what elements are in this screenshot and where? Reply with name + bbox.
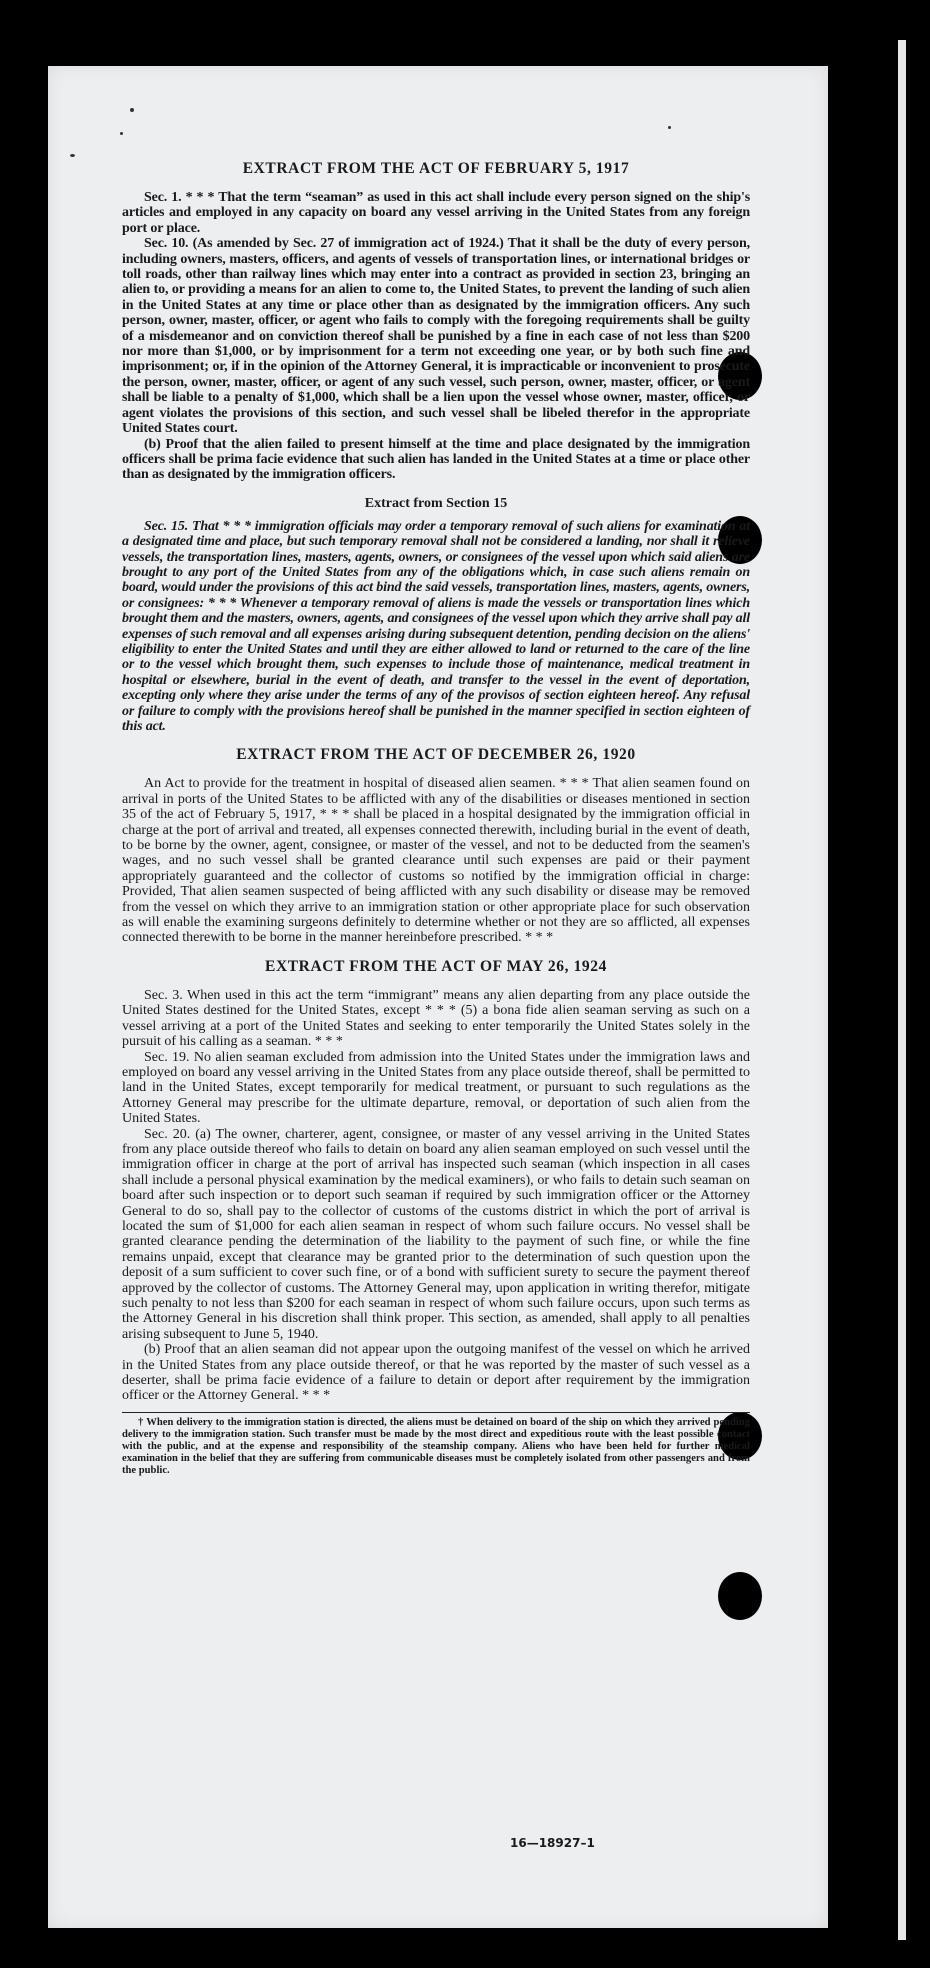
section-act-1924 [122,958,750,1404]
section-extract-sec-15 [122,495,750,735]
document-code: 16—18927–1 [510,1836,595,1850]
dust-speck [668,126,671,129]
section-act-1917 [122,160,750,483]
section-subheading: Extract from Section 15 [364,495,508,511]
paragraph-sec-10: Sec. 10. (As amended by Sec. 27 of immigration act of 1924.) That it shall be the duty of every person, including owners, masters, officers, and agents of vessels of transportation lines, or international bridges or toll roads, other than railway lines which may enter into a contract as provided in section 23, bringing an alien to, or providing a means for an alien to come to, the United States, to prevent the landing of such alien in the United States at any time or place other than as designated by the immigration officers. Any such person, owner, master, officer, or agent who fails to comply with the foregoing requirements shall be guilty of a misdemeanor and on conviction thereof shall be punished by a fine in each case of not less than $200 nor more than $1,000, or by imprisonment for a term not exceeding one year, or by both such fine and imprisonment; or, if in the opinion of the Attorney General, it is impracticable or inconvenient to prosecute the person, owner, master, officer, or agent of any such vessel, such person, owner, master, officer, or agent shall be liable to a penalty of $1,000, which shall be a lien upon the vessel whose owner, master, officer, or agent violates the provisions of this section, and such vessel shall be libeled therefor in the appropriate United States court. [122,236,750,437]
paragraph-sec-10-b: (b) Proof that the alien failed to present himself at the time and place designated by the immigration officers shall be prima facie evidence that such alien has landed in the United States at a time or place other than as designated by the immigration officers. [122,436,750,483]
footnote: † When delivery to the immigration station is directed, the aliens must be detained on board of the ship on which they arrived pending delivery to the immigration station. Such transfer must be made by the most direct and expeditious route with the least possible contact with the public, and at the expense and responsibility of the steamship company. Aliens who have been held for further medical examination in the belief that they are suffering from communicable diseases must be completely isolated from other passengers and from the public. [122,1416,750,1476]
paragraph-sec-1: Sec. 1. * * * That the term “seaman” as used in this act shall include every person signed on the ship's articles and employed in any capacity on board any vessel arriving in the United States from any foreign port or place. [122,190,750,236]
paragraph-sec-19: Sec. 19. No alien seaman excluded from admission into the United States under the immigration laws and employed on board any vessel arriving in the United States from any place outside thereof, shall be permitted to land in the United States, except temporarily for medical treatment, or pursuant to such regulations as the Attorney General may prescribe for the ultimate departure, removal, or deportation of such alien from the United States. [122,1049,750,1127]
section-heading: EXTRACT FROM THE ACT OF MAY 26, 1924 [265,957,607,975]
paragraph-sec-15: Sec. 15. That * * * immigration officials may order a temporary removal of such aliens for examination at a designated time and place, but such temporary removal shall not be considered a landing, nor shall it relieve vessels, the transportation lines, masters, agents, owners, or consignees of the vessel upon which said aliens are brought to any port of the United States from any of the obligations which, in case such aliens remain on board, would under the provisions of this act bind the said vessels, transportation lines, masters, agents, owners, or consignees: * * * Whenever a temporary removal of aliens is made the vessels or transportation lines which brought them and the masters, owners, agents, and consignees of the vessel upon which they arrive shall pay all expenses of such removal and all expenses arising during subsequent detention, pending decision on the aliens' eligibility to enter the United States and until they are either allowed to land or returned to the care of the line or to the vessel which brought them, such expenses to include those of maintenance, medical treatment in hospital or elsewhere, burial in the event of death, and transfer to the vessel in the event of deportation, excepting only where they arise under the terms of any of the provisos of section eighteen hereof. Any refusal or failure to comply with the provisions hereof shall be punished in the manner specified in section eighteen of this act. [122,518,750,734]
dust-speck [130,108,134,112]
section-act-1920 [122,746,750,945]
section-heading: EXTRACT FROM THE ACT OF DECEMBER 26, 1920 [236,746,636,764]
dust-speck [70,154,75,157]
paragraph-act-1920: An Act to provide for the treatment in hospital of diseased alien seamen. * * * That alien seamen found on arrival in ports of the United States to be afflicted with any of the disabilities or diseases mentioned in section 35 of the act of February 5, 1917, * * * shall be placed in a hospital designated by the immigration official in charge at the port of arrival and treated, all expenses connected therewith, including burial in the event of death, to be borne by the owner, agent, consignee, or master of the vessel, and not to be deducted from the seamen's wages, and no such vessel shall be granted clearance until such expenses are paid or their payment appropriately guaranteed and the collector of customs so notified by the immigration official in charge: Provided, That alien seamen suspected of being afflicted with any such disability or disease may be removed from the vessel on which they arrive to an immigration station or other appropriate place for such observation as will enable the examining surgeons definitely to determine whether or not they are so afflicted, all expenses connected therewith to be borne in the manner hereinbefore prescribed. * * * [122,776,750,946]
dust-speck [120,132,123,135]
punch-hole-bottom [718,1572,762,1620]
document-body [122,160,750,1477]
section-heading: EXTRACT FROM THE ACT OF FEBRUARY 5, 1917 [242,160,630,177]
paragraph-sec-20-a: Sec. 20. (a) The owner, charterer, agent, consignee, or master of any vessel arriving in the United States from any place outside thereof who fails to detain on board any alien seaman employed on such vessel until the immigration officer in charge at the port of arrival has inspected such seaman (which inspection in all cases shall include a personal physical examination by the medical examiners), or who fails to detain such seaman on board after such inspection or to deport such seaman if required by such immigration officer or the Attorney General to do so, shall pay to the collector of customs of the customs district in which the port of arrival is located the sum of $1,000 for each alien seaman in respect of whom such failure occurs. No vessel shall be granted clearance pending the determination of the liability to the payment of such fine, or while the fine remains unpaid, except that clearance may be granted prior to the determination of such question upon the deposit of a sum sufficient to cover such fine, or of a bond with sufficient surety to secure the payment thereof approved by the collector of customs. The Attorney General may, upon application in writing therefor, mitigate such penalty to not less than $200 for each seaman in respect of whom such failure occurs, upon such terms as the Attorney General in his discretion shall think proper. This section, as amended, shall apply to all penalties arising subsequent to June 5, 1940. [122,1126,750,1342]
paragraph-sec-20-b: (b) Proof that an alien seaman did not appear upon the outgoing manifest of the vessel on which he arrived in the United States from any place outside thereof, or that he was reported by the master of such vessel as a deserter, shall be prima facie evidence of a failure to detain or deport after requirement by the immigration officer or the Attorney General. * * * [122,1342,750,1404]
footnote-divider [122,1412,750,1413]
paragraph-sec-3: Sec. 3. When used in this act the term “immigrant” means any alien departing from any place outside the United States destined for the United States, except * * * (5) a bona fide alien seaman serving as such on a vessel arriving at a port of the United States and seeking to enter temporarily the United States solely in the pursuit of his calling as a seaman. * * * [122,987,750,1050]
scanner-edge [898,40,906,1940]
